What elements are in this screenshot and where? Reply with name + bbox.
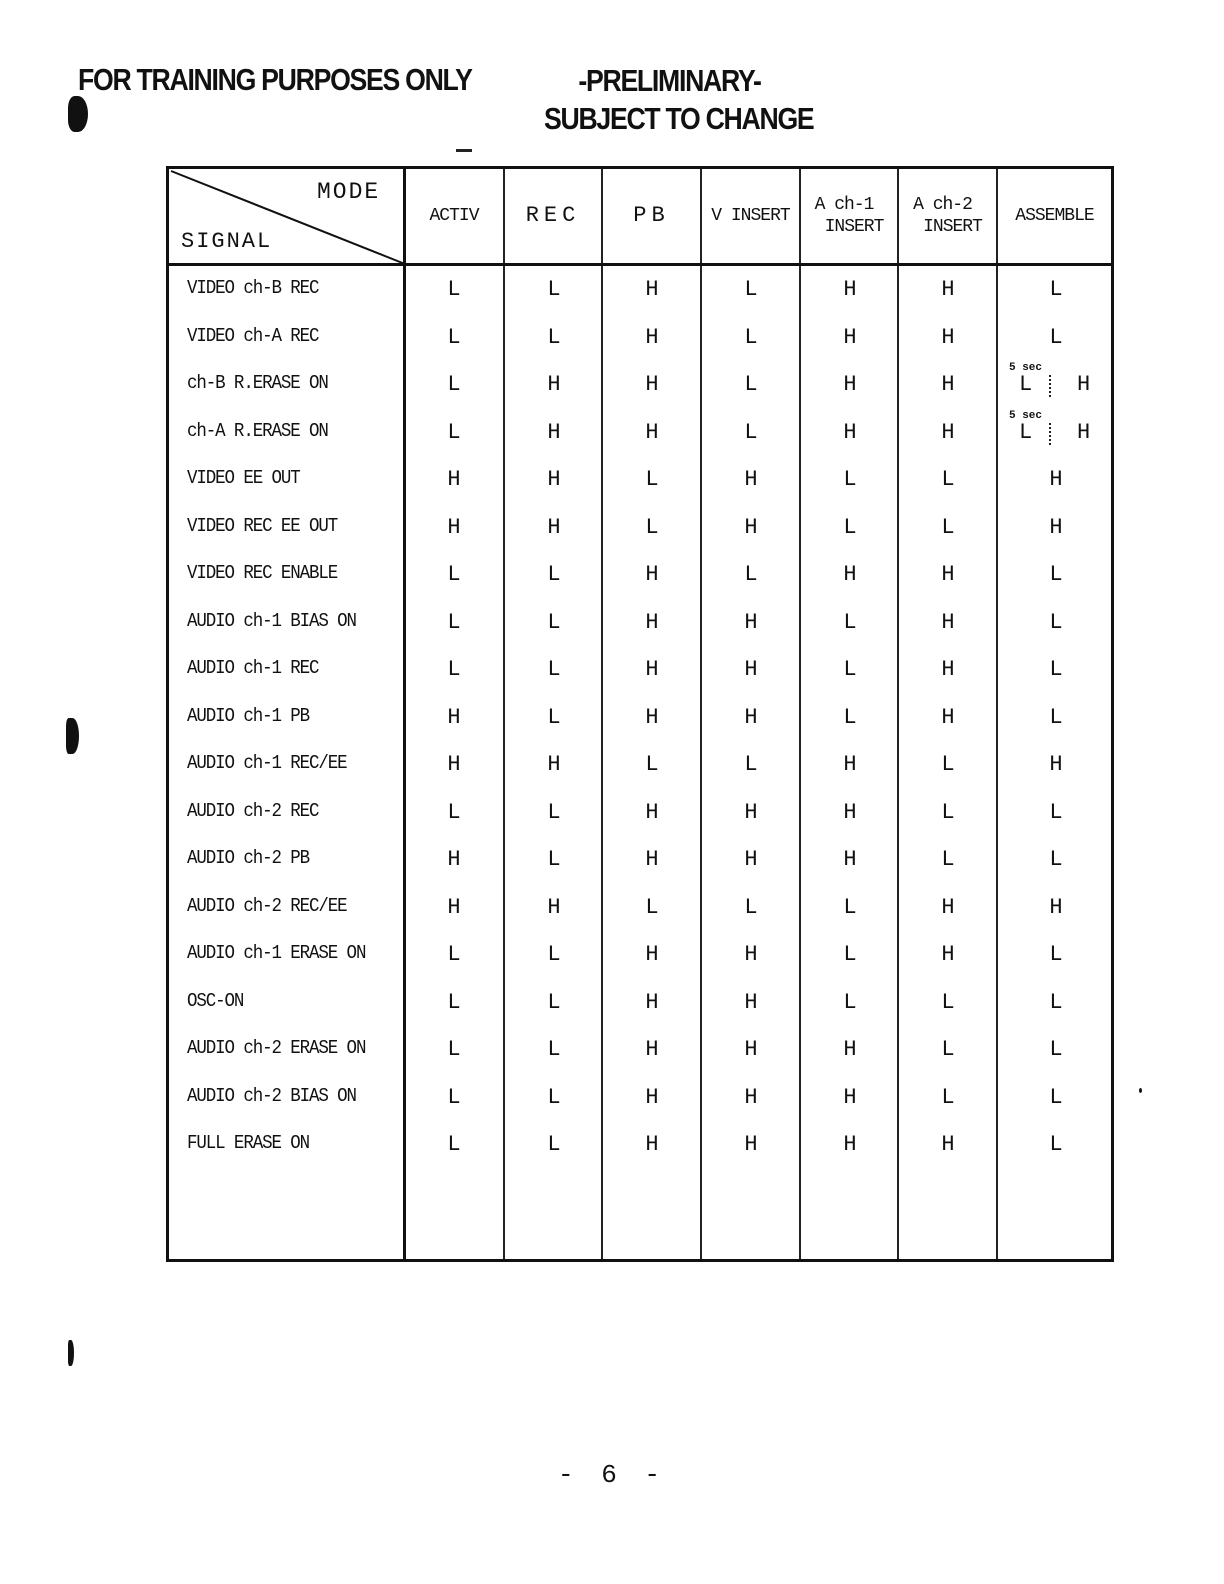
- stray-dot: [1139, 1088, 1142, 1093]
- table-cell: H: [547, 372, 561, 397]
- table-cell: L: [843, 895, 857, 920]
- table-cell: L: [744, 562, 758, 587]
- table-cell: H: [843, 752, 857, 777]
- table-cell: L: [941, 1085, 955, 1110]
- table-cell: L: [447, 372, 461, 397]
- table-cell: L: [941, 990, 955, 1015]
- table-cell: L: [1049, 847, 1063, 872]
- table-cell: H: [941, 1132, 955, 1157]
- table-cell: L: [447, 990, 461, 1015]
- table-cell: L: [447, 325, 461, 350]
- table-cell: L: [941, 467, 955, 492]
- row-signal-label: AUDIO ch-1 ERASE ON: [187, 942, 366, 964]
- table-cell: H: [744, 657, 758, 682]
- table-cell: H: [744, 705, 758, 730]
- binder-hole-mark: [68, 1340, 74, 1366]
- assemble-timing-note: 5 sec: [1009, 362, 1043, 374]
- assemble-high-value: H: [1077, 372, 1091, 397]
- table-cell: H: [843, 372, 857, 397]
- table-cell: H: [744, 990, 758, 1015]
- table-cell: L: [843, 942, 857, 967]
- row-signal-label: OSC-ON: [187, 990, 244, 1012]
- table-cell: H: [447, 467, 461, 492]
- table-cell: L: [547, 1132, 561, 1157]
- table-cell: L: [1049, 277, 1063, 302]
- row-signal-label: AUDIO ch-1 REC/EE: [187, 752, 347, 774]
- table-cell: L: [447, 1132, 461, 1157]
- row-signal-label: VIDEO ch-B REC: [187, 277, 319, 299]
- table-cell: L: [744, 420, 758, 445]
- table-cell: H: [843, 800, 857, 825]
- table-cell: H: [941, 610, 955, 635]
- row-signal-label: AUDIO ch-1 REC: [187, 657, 319, 679]
- stray-mark: [456, 149, 472, 152]
- table-cell: H: [547, 752, 561, 777]
- table-cell: H: [941, 562, 955, 587]
- table-cell: H: [744, 610, 758, 635]
- table-cell: H: [843, 420, 857, 445]
- table-cell: L: [744, 372, 758, 397]
- col-header-assemble: ASSEMBLE: [1015, 206, 1094, 226]
- row-signal-label: VIDEO REC ENABLE: [187, 562, 338, 584]
- col-header-rec: REC: [525, 203, 581, 228]
- table-cell: H: [547, 895, 561, 920]
- table-cell: L: [645, 515, 659, 540]
- row-signal-label: FULL ERASE ON: [187, 1132, 310, 1154]
- page-number: - 6 -: [557, 1460, 666, 1490]
- table-cell: L: [744, 752, 758, 777]
- table-cell: H: [941, 420, 955, 445]
- table-cell: L: [941, 515, 955, 540]
- table-cell: L: [547, 1085, 561, 1110]
- table-cell: L: [547, 325, 561, 350]
- table-cell: L: [1049, 705, 1063, 730]
- table-cell: H: [547, 467, 561, 492]
- row-signal-label: AUDIO ch-2 PB: [187, 847, 310, 869]
- table-cell: L: [547, 277, 561, 302]
- row-signal-label: ch-A R.ERASE ON: [187, 420, 328, 442]
- table-cell: L: [941, 752, 955, 777]
- table-cell: H: [843, 1132, 857, 1157]
- table-cell: H: [547, 515, 561, 540]
- table-cell: L: [744, 895, 758, 920]
- table-cell: L: [447, 657, 461, 682]
- table-cell: H: [941, 942, 955, 967]
- a-ch1-label: A ch-1: [814, 195, 874, 215]
- table-cell: H: [744, 1037, 758, 1062]
- table-cell: L: [1049, 1037, 1063, 1062]
- table-cell: H: [645, 942, 659, 967]
- table-cell: H: [645, 800, 659, 825]
- col-header-v-insert: V INSERT: [711, 206, 790, 226]
- table-cell: H: [645, 990, 659, 1015]
- table-cell: L: [547, 942, 561, 967]
- table-cell: H: [645, 562, 659, 587]
- table-cell: L: [547, 800, 561, 825]
- table-cell: L: [1049, 1132, 1063, 1157]
- header-divider: [169, 263, 1111, 266]
- table-cell: L: [1049, 562, 1063, 587]
- table-cell: L: [447, 610, 461, 635]
- table-cell: H: [744, 467, 758, 492]
- table-cell: L: [547, 847, 561, 872]
- table-cell: H: [645, 1085, 659, 1110]
- table-cell: L: [547, 1037, 561, 1062]
- table-cell: L: [1049, 990, 1063, 1015]
- table-cell: H: [547, 420, 561, 445]
- subject-to-change-label: SUBJECT TO CHANGE: [544, 101, 814, 136]
- table-cell: H: [645, 325, 659, 350]
- binder-hole-mark: [68, 96, 88, 132]
- training-notice: FOR TRAINING PURPOSES ONLY: [78, 62, 472, 97]
- table-cell: H: [1049, 895, 1063, 920]
- row-signal-label: VIDEO EE OUT: [187, 467, 300, 489]
- row-signal-label: AUDIO ch-2 REC: [187, 800, 319, 822]
- signal-label: SIGNAL: [181, 229, 273, 254]
- col-header-a-ch2-insert: [899, 169, 996, 263]
- table-cell: H: [941, 325, 955, 350]
- table-cell: L: [843, 657, 857, 682]
- table-cell: H: [447, 705, 461, 730]
- table-cell: L: [447, 562, 461, 587]
- a-ch2-label: A ch-2: [913, 195, 972, 215]
- table-cell: H: [645, 1037, 659, 1062]
- table-cell: L: [1049, 1085, 1063, 1110]
- table-cell: L: [1049, 942, 1063, 967]
- row-signal-label: VIDEO ch-A REC: [187, 325, 319, 347]
- table-cell: H: [645, 705, 659, 730]
- table-cell: H: [843, 847, 857, 872]
- row-signal-label: VIDEO REC EE OUT: [187, 515, 338, 537]
- table-cell: H: [645, 277, 659, 302]
- table-cell: H: [744, 1085, 758, 1110]
- assemble-high-value: H: [1077, 420, 1091, 445]
- table-cell: H: [843, 325, 857, 350]
- table-cell: L: [447, 420, 461, 445]
- table-cell: H: [645, 610, 659, 635]
- table-cell: L: [744, 325, 758, 350]
- timing-separator: [1049, 375, 1051, 397]
- table-cell: H: [941, 895, 955, 920]
- row-signal-label: AUDIO ch-2 ERASE ON: [187, 1037, 366, 1059]
- table-cell: L: [645, 467, 659, 492]
- assemble-low-value: L: [1019, 372, 1033, 397]
- row-signal-label: AUDIO ch-2 REC/EE: [187, 895, 347, 917]
- a-ch2-insert-label: INSERT: [923, 217, 982, 237]
- table-cell: H: [447, 895, 461, 920]
- table-cell: H: [941, 372, 955, 397]
- table-cell: H: [645, 657, 659, 682]
- table-cell: H: [843, 1085, 857, 1110]
- table-cell: L: [1049, 657, 1063, 682]
- table-cell: L: [447, 942, 461, 967]
- table-cell: L: [547, 705, 561, 730]
- row-signal-label: AUDIO ch-2 BIAS ON: [187, 1085, 356, 1107]
- table-cell: H: [744, 800, 758, 825]
- table-cell: H: [744, 515, 758, 540]
- table-cell: L: [547, 562, 561, 587]
- table-cell: H: [744, 847, 758, 872]
- assemble-timing-note: 5 sec: [1009, 410, 1043, 422]
- table-cell: L: [843, 515, 857, 540]
- preliminary-label: -PRELIMINARY-: [578, 63, 761, 98]
- table-cell: L: [744, 277, 758, 302]
- table-cell: H: [645, 1132, 659, 1157]
- table-cell: L: [1049, 325, 1063, 350]
- table-cell: L: [547, 990, 561, 1015]
- assemble-low-value: L: [1019, 420, 1033, 445]
- table-cell: L: [1049, 610, 1063, 635]
- table-cell: L: [447, 1085, 461, 1110]
- table-cell: L: [941, 1037, 955, 1062]
- row-signal-label: AUDIO ch-1 BIAS ON: [187, 610, 356, 632]
- table-cell: L: [447, 800, 461, 825]
- table-cell: L: [941, 800, 955, 825]
- row-signal-label: ch-B R.ERASE ON: [187, 372, 328, 394]
- col-header-activ: ACTIV: [429, 206, 479, 226]
- table-cell: H: [645, 372, 659, 397]
- table-cell: L: [843, 467, 857, 492]
- timing-separator: [1049, 423, 1051, 445]
- preliminary-notice: [544, 62, 813, 138]
- table-cell: L: [447, 277, 461, 302]
- table-cell: H: [447, 847, 461, 872]
- col-header-a-ch1-insert: [801, 169, 897, 263]
- table-cell: H: [447, 752, 461, 777]
- table-cell: H: [744, 942, 758, 967]
- table-cell: H: [843, 562, 857, 587]
- table-cell: L: [843, 610, 857, 635]
- table-cell: L: [547, 657, 561, 682]
- table-cell: L: [645, 895, 659, 920]
- table-cell: H: [447, 515, 461, 540]
- col-header-pb: PB: [633, 203, 670, 228]
- table-cell: H: [744, 1132, 758, 1157]
- table-cell: H: [843, 277, 857, 302]
- table-cell: L: [843, 705, 857, 730]
- table-cell: H: [1049, 752, 1063, 777]
- table-cell: H: [645, 420, 659, 445]
- table-cell: L: [1049, 800, 1063, 825]
- signal-mode-table: [166, 166, 1114, 1262]
- table-cell: H: [941, 657, 955, 682]
- row-signal-label: AUDIO ch-1 PB: [187, 705, 310, 727]
- mode-label: MODE: [317, 179, 381, 205]
- table-cell: H: [1049, 467, 1063, 492]
- table-cell: H: [645, 847, 659, 872]
- table-cell: H: [941, 277, 955, 302]
- table-cell: L: [843, 990, 857, 1015]
- table-cell: H: [941, 705, 955, 730]
- table-cell: H: [1049, 515, 1063, 540]
- table-cell: H: [843, 1037, 857, 1062]
- table-cell: L: [941, 847, 955, 872]
- table-cell: L: [547, 610, 561, 635]
- a-ch1-insert-label: INSERT: [824, 217, 884, 237]
- table-cell: L: [645, 752, 659, 777]
- binder-hole-mark: [66, 718, 79, 754]
- table-cell: L: [447, 1037, 461, 1062]
